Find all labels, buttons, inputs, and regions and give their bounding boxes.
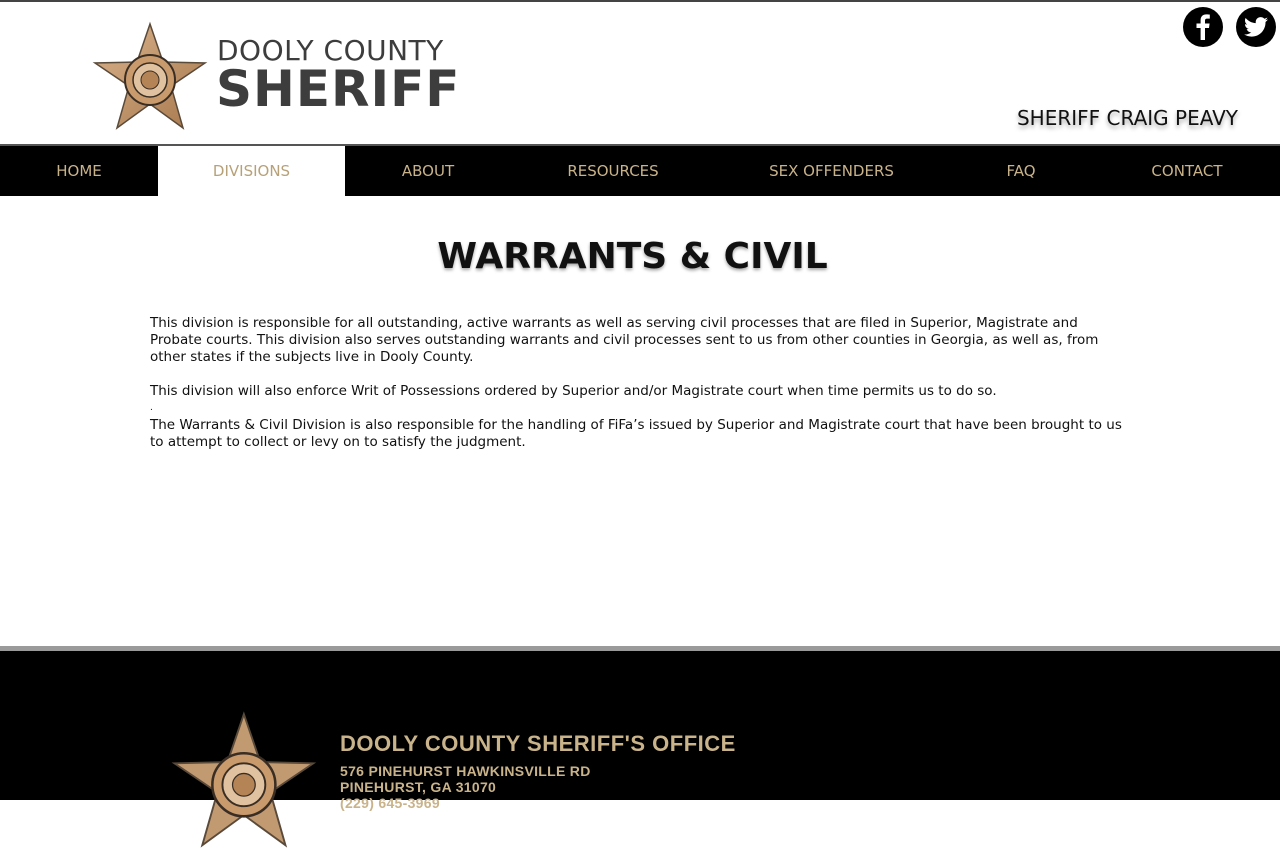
footer-address-line1: 576 PINEHURST HAWKINSVILLE RD	[340, 763, 591, 779]
nav-item-about[interactable]: ABOUT	[401, 162, 455, 180]
footer-phone[interactable]: (229) 645-3969	[340, 795, 440, 811]
paragraph-responsibilities: This division is responsible for all outstanding, active warrants as well as serving civil processes that are filed in Superior, Magistrate and Probate courts. This division also serves outstanding warrants and civil processes sent to us from other counties in Georgia, as well as, from other states if the subjects live in Dooly County.	[150, 315, 1099, 365]
page-title: WARRANTS & CIVIL	[437, 236, 828, 277]
nav-item-resources[interactable]: RESOURCES	[567, 162, 659, 180]
nav-item-sex-offenders[interactable]: SEX OFFENDERS	[769, 162, 894, 180]
paragraph-writ-of-possession: This division will also enforce Writ of Possessions ordered by Superior and/or Magistrate court when time permits us to do so.	[150, 383, 997, 399]
nav-item-contact[interactable]: CONTACT	[1151, 162, 1223, 180]
nav-item-home[interactable]: HOME	[56, 162, 102, 180]
facebook-icon[interactable]	[1183, 7, 1223, 47]
brand-county: DOOLY COUNTY	[217, 34, 444, 67]
main-nav	[0, 144, 1280, 196]
site-footer	[0, 651, 1280, 811]
paragraph-separator: .	[150, 403, 153, 413]
sheriff-star-badge-icon[interactable]	[93, 22, 208, 132]
division-description	[150, 315, 1130, 451]
footer-office-name: DOOLY COUNTY SHERIFF'S OFFICE	[340, 731, 736, 756]
footer-address-line2: PINEHURST, GA 31070	[340, 779, 497, 795]
site-header	[0, 2, 1280, 144]
twitter-icon[interactable]	[1236, 7, 1276, 47]
sheriff-name: SHERIFF CRAIG PEAVY	[1016, 106, 1238, 130]
nav-item-divisions[interactable]: DIVISIONS	[158, 146, 345, 196]
nav-item-faq[interactable]: FAQ	[1006, 162, 1036, 180]
paragraph-fifa: The Warrants & Civil Division is also responsible for the handling of FiFa’s issued by Superior and Magistrate court that have been brought to us to attempt to collect or levy on to satisfy the judgment.	[150, 417, 1122, 450]
brand-sheriff: SHERIFF	[216, 60, 461, 118]
footer-star-badge-icon	[172, 711, 317, 851]
